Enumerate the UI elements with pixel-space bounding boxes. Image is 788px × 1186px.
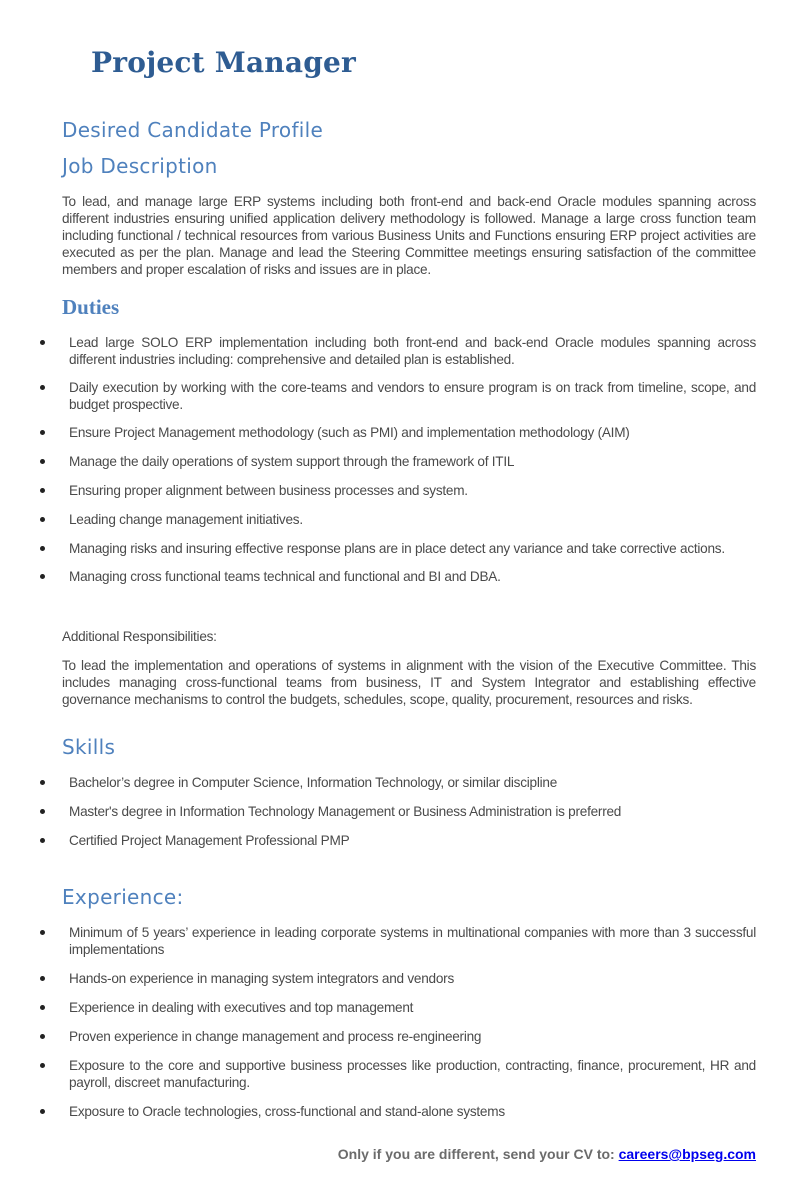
additional-responsibilities-text: To lead the implementation and operations of systems in alignment with the vision of the Executive Committee. This includes managing cross-functional teams from business, IT and System Integrator and establishing effective governance mechanisms to control the budgets, schedules, scope, quality, procurement, resources and risks. (62, 658, 756, 707)
email-link[interactable]: careers@bpseg.com (618, 1146, 756, 1162)
list-item: Certified Project Management Professional PMP (0, 832, 788, 849)
profile-heading: Desired Candidate Profile (62, 118, 324, 142)
list-item: Minimum of 5 years’ experience in leading corporate systems in multinational companies with more than 3 successful implementations (0, 924, 788, 958)
list-item: Master's degree in Information Technology Management or Business Administration is preferred (0, 803, 788, 820)
bullet-icon (40, 430, 45, 435)
list-item: Proven experience in change management and process re-engineering (0, 1028, 788, 1045)
bullet-icon (40, 517, 45, 522)
bullet-icon (40, 459, 45, 464)
bullet-icon (40, 1109, 45, 1114)
additional-responsibilities-label: Additional Responsibilities: (62, 629, 217, 644)
list-item: Ensure Project Management methodology (such as PMI) and implementation methodology (AIM) (0, 424, 788, 441)
list-item: Hands-on experience in managing system integrators and vendors (0, 970, 788, 987)
list-item: Managing cross functional teams technical and functional and BI and DBA. (0, 568, 788, 585)
experience-list (0, 924, 788, 1120)
bullet-icon (40, 488, 45, 493)
job-description-heading: Job Description (62, 154, 218, 178)
bullet-icon (40, 574, 45, 579)
job-description-text: To lead, and manage large ERP systems including both front-end and back-end Oracle modules spanning across different industries ensuring unified application delivery methodology is followed. Manage a large cross function team including functional / technical resources from various Business Units and Functions ensuring ERP project activities are executed as per the plan. Manage and lead the Steering Committee meetings ensuring satisfaction of the committee members and proper escalation of risks and issues are in place. (62, 194, 756, 277)
list-item: Lead large SOLO ERP implementation including both front-end and back-end Oracle modules spanning across different industries including: comprehensive and detailed plan is established. (0, 334, 788, 368)
list-item: Managing risks and insuring effective response plans are in place detect any variance and take corrective actions. (0, 540, 788, 557)
experience-heading: Experience: (62, 885, 184, 909)
list-item: Exposure to the core and supportive business processes like production, contracting, finance, procurement, HR and payroll, discreet manufacturing. (0, 1057, 788, 1091)
bullet-icon (40, 930, 45, 935)
list-item: Manage the daily operations of system support through the framework of ITIL (0, 453, 788, 470)
bullet-icon (40, 809, 45, 814)
list-item: Experience in dealing with executives and top management (0, 999, 788, 1016)
bullet-icon (40, 838, 45, 843)
page-title: Project Manager (91, 46, 356, 79)
skills-list (0, 774, 788, 849)
bullet-icon (40, 1005, 45, 1010)
list-item: Daily execution by working with the core-teams and vendors to ensure program is on track from timeline, scope, and budget prospective. (0, 379, 788, 413)
footer-cta (338, 1146, 756, 1162)
list-item: Ensuring proper alignment between business processes and system. (0, 482, 788, 499)
bullet-icon (40, 385, 45, 390)
bullet-icon (40, 546, 45, 551)
bullet-icon (40, 780, 45, 785)
bullet-icon (40, 1034, 45, 1039)
list-item: Leading change management initiatives. (0, 511, 788, 528)
bullet-icon (40, 340, 45, 345)
skills-heading: Skills (62, 735, 116, 759)
duties-heading: Duties (62, 295, 120, 319)
bullet-icon (40, 976, 45, 981)
list-item: Exposure to Oracle technologies, cross-functional and stand-alone systems (0, 1103, 788, 1120)
footer-text: Only if you are different, send your CV to: (337, 1146, 619, 1162)
duties-list (0, 334, 788, 585)
bullet-icon (40, 1063, 45, 1068)
list-item: Bachelor’s degree in Computer Science, Information Technology, or similar discipline (0, 774, 788, 791)
